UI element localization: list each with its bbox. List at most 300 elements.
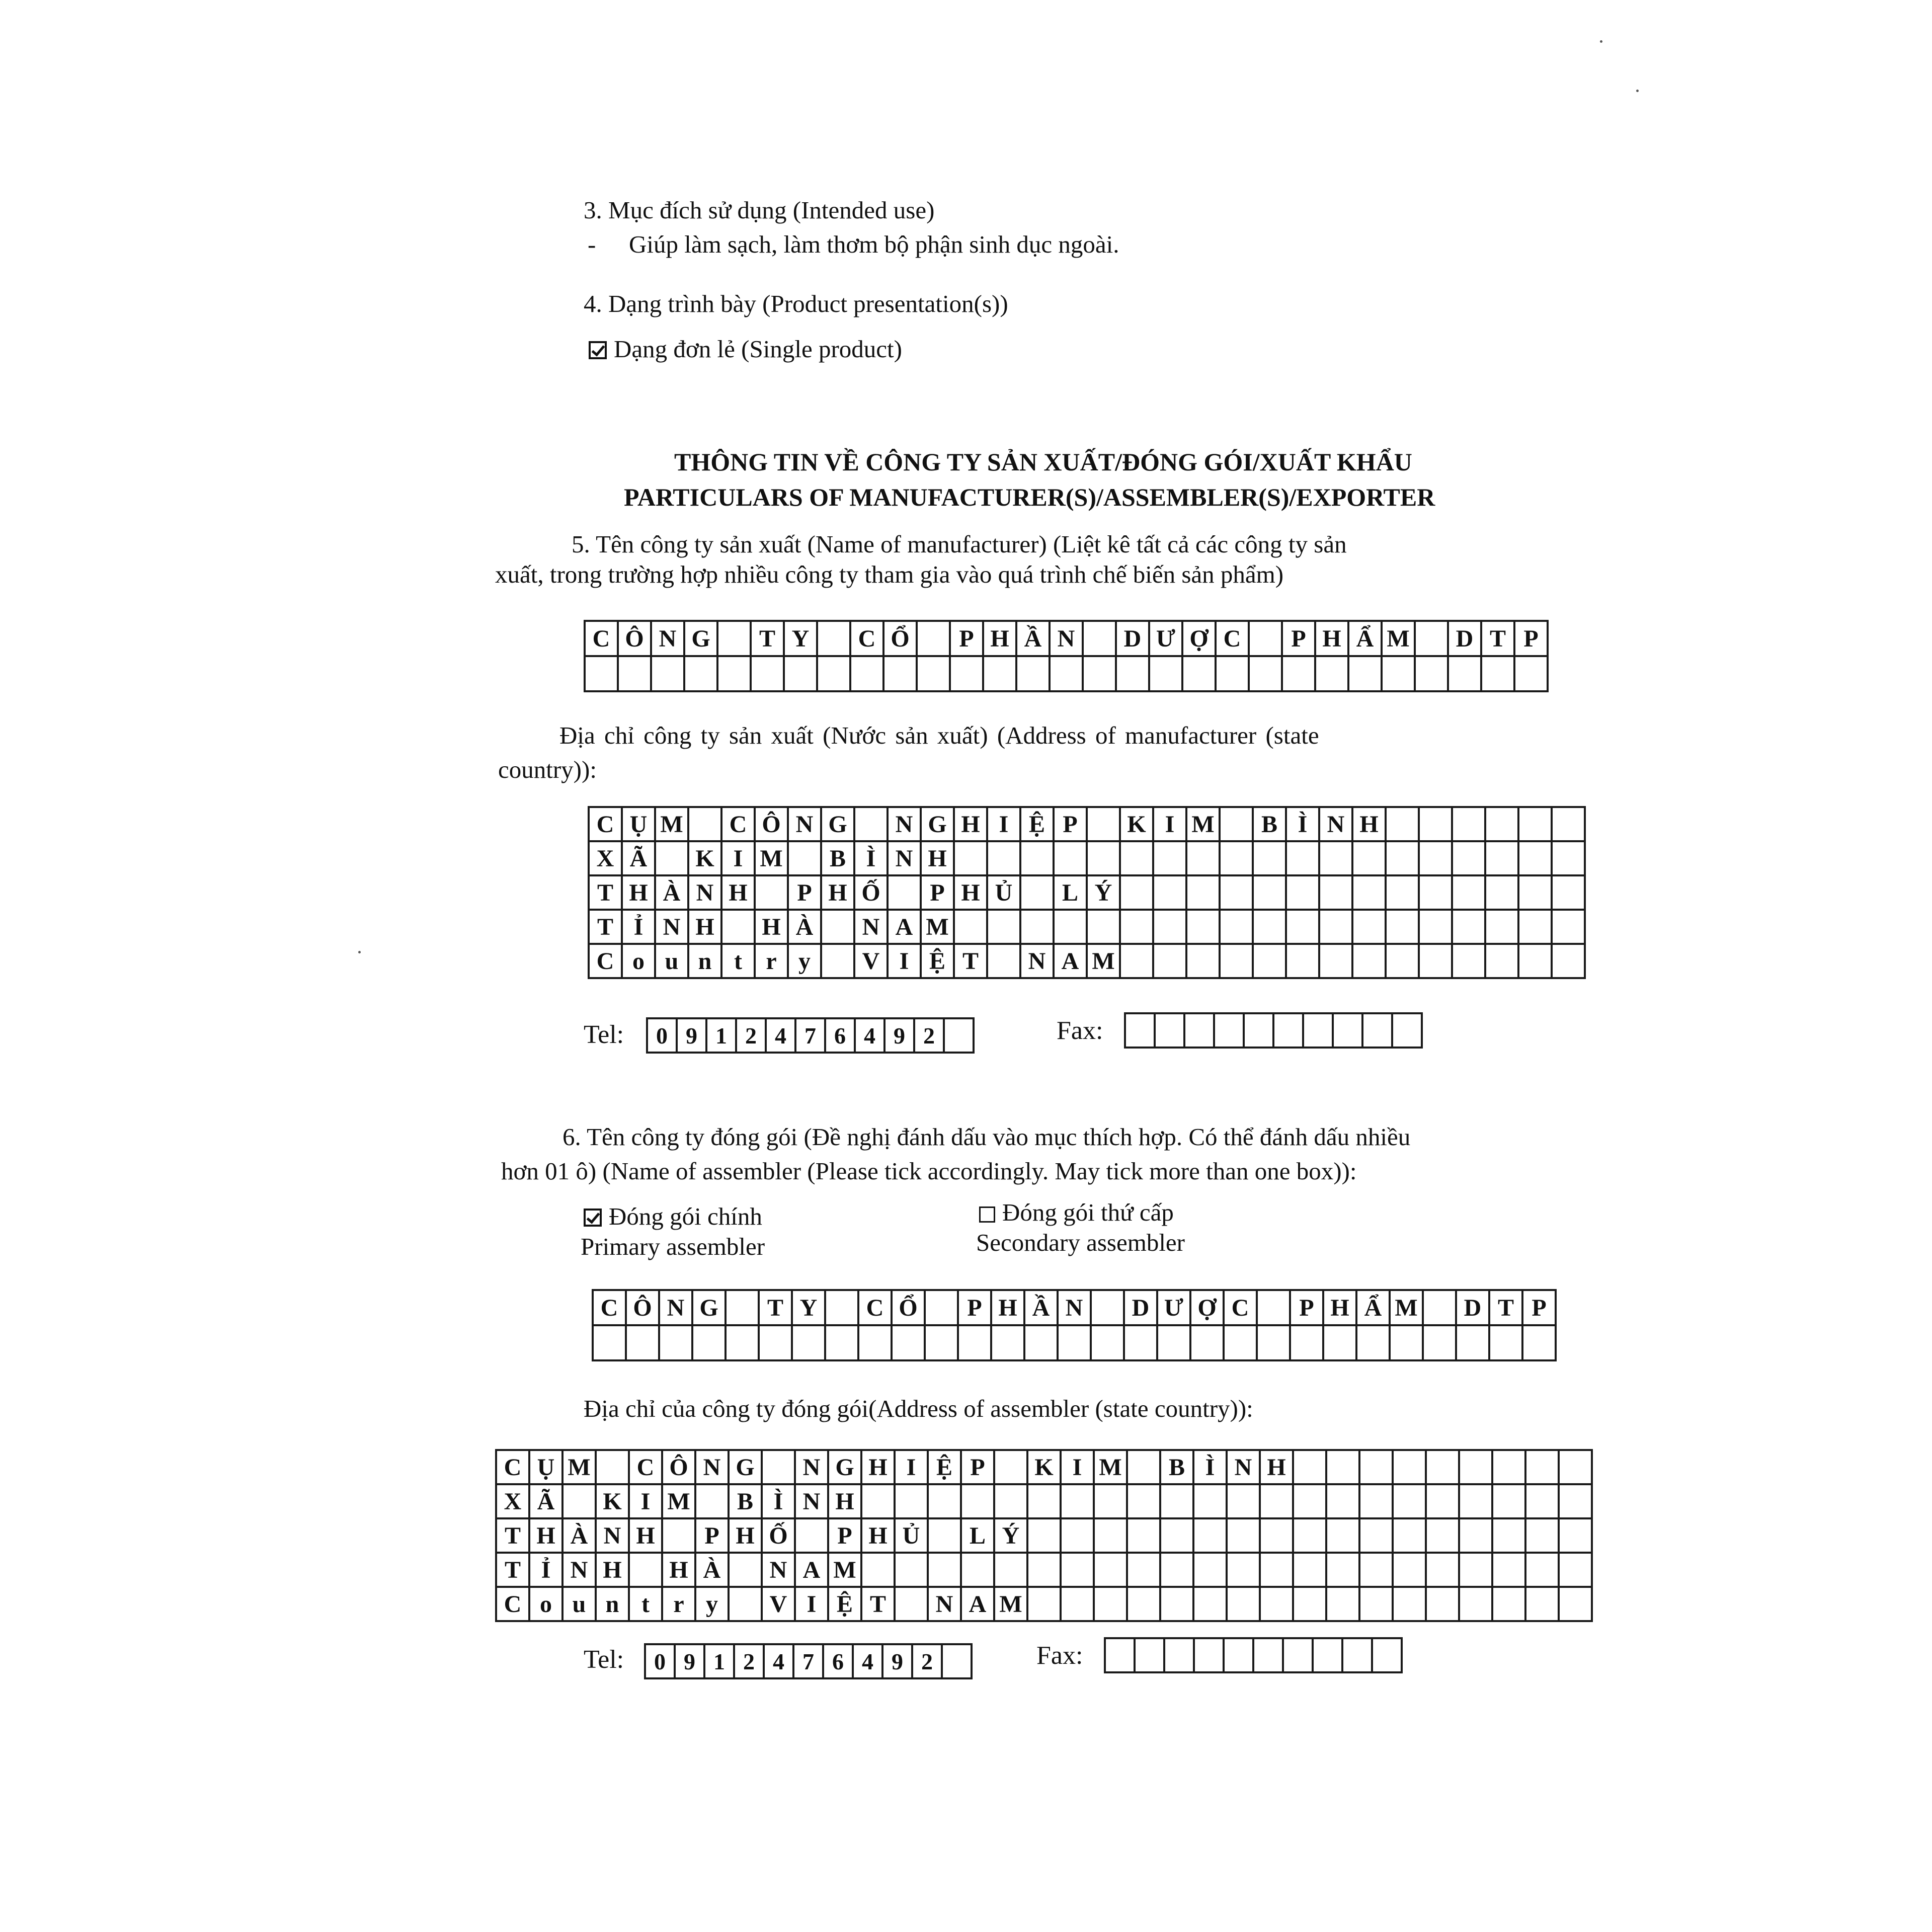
grid-cell (1415, 621, 1448, 656)
digit-cell: 2 (736, 1018, 766, 1053)
grid-row (589, 807, 1585, 841)
secondary-assembler-label-en: Secondary assembler (976, 1229, 1185, 1256)
secondary-assembler-option[interactable] (979, 1197, 1174, 1228)
grid-cell (1518, 910, 1552, 944)
grid-cell: N (651, 621, 684, 656)
grid-cell: À (695, 1553, 729, 1587)
grid-cell: À (562, 1518, 596, 1553)
secondary-assembler-checkbox[interactable] (979, 1206, 995, 1223)
assembler-tel-label: Tel: (584, 1645, 624, 1674)
grid-cell (1227, 1484, 1260, 1518)
assembler-fax-grid (1104, 1637, 1403, 1673)
grid-cell (1393, 1587, 1426, 1621)
grid-cell (1323, 1325, 1356, 1360)
grid-cell (1525, 1553, 1559, 1587)
grid-cell (1492, 1587, 1525, 1621)
digit-cell (1105, 1638, 1135, 1672)
grid-cell: Ệ (928, 1450, 961, 1484)
grid-cell (1253, 875, 1286, 910)
grid-cell (1359, 1518, 1393, 1553)
digit-cell: 0 (645, 1644, 675, 1678)
grid-cell (895, 1587, 928, 1621)
grid-cell (1160, 1553, 1193, 1587)
digit-cell (1244, 1013, 1273, 1048)
grid-cell (1419, 944, 1452, 978)
grid-cell: Ổ (883, 621, 917, 656)
grid-cell: P (950, 621, 983, 656)
assembler-fax-label: Fax: (1036, 1641, 1083, 1670)
grid-cell: u (562, 1587, 596, 1621)
assembler-name-grid (592, 1289, 1557, 1361)
grid-cell (1193, 1484, 1227, 1518)
grid-row (496, 1484, 1592, 1518)
grid-cell: n (688, 944, 721, 978)
grid-cell (987, 910, 1020, 944)
grid-cell (1127, 1553, 1160, 1587)
grid-cell (1359, 1484, 1393, 1518)
grid-cell: Ã (622, 841, 655, 875)
digit-cell (1164, 1638, 1194, 1672)
grid-cell (755, 875, 788, 910)
grid-cell (1061, 1587, 1094, 1621)
grid-cell (1020, 910, 1054, 944)
grid-cell: C (496, 1450, 529, 1484)
grid-cell (1419, 807, 1452, 841)
digit-cell (1155, 1013, 1184, 1048)
grid-cell: X (496, 1484, 529, 1518)
grid-cell (1485, 807, 1518, 841)
grid-cell: I (888, 944, 921, 978)
grid-row (593, 1290, 1556, 1325)
grid-cell (994, 1484, 1027, 1518)
grid-cell (1559, 1484, 1592, 1518)
grid-cell (1120, 841, 1153, 875)
grid-cell (1489, 1325, 1522, 1360)
grid-cell (1286, 841, 1319, 875)
grid-cell (1386, 807, 1419, 841)
grid-cell: N (1058, 1290, 1091, 1325)
grid-cell: N (888, 841, 921, 875)
grid-cell: I (1061, 1450, 1094, 1484)
section6-title-line2: hơn 01 ô) (Name of assembler (Please tick accordingly. May tick more than one box)): (501, 1157, 1357, 1185)
grid-cell: T (1481, 621, 1514, 656)
grid-cell (1020, 841, 1054, 875)
grid-cell: C (1216, 621, 1249, 656)
grid-cell: H (755, 910, 788, 944)
grid-cell: I (795, 1587, 828, 1621)
grid-cell: C (850, 621, 883, 656)
grid-row (1125, 1013, 1422, 1048)
grid-cell (1220, 910, 1253, 944)
section6-title-line1: 6. Tên công ty đóng gói (Đề nghị đánh dấu vào mục thích hợp. Có thể đánh dấu nhiều (562, 1123, 1411, 1151)
grid-cell: D (1124, 1290, 1157, 1325)
grid-cell: N (762, 1553, 795, 1587)
digit-cell: 0 (647, 1018, 677, 1053)
grid-cell (994, 1553, 1027, 1587)
grid-cell (895, 1553, 928, 1587)
grid-cell (817, 621, 850, 656)
grid-cell (1257, 1290, 1290, 1325)
grid-cell (1390, 1325, 1423, 1360)
grid-cell (917, 656, 950, 691)
grid-cell (593, 1325, 626, 1360)
grid-cell (1382, 656, 1415, 691)
grid-cell: P (1514, 621, 1548, 656)
digit-cell (1313, 1638, 1342, 1672)
grid-cell (1127, 1450, 1160, 1484)
grid-cell (1160, 1484, 1193, 1518)
grid-cell (1426, 1518, 1459, 1553)
grid-cell (858, 1325, 892, 1360)
grid-cell (883, 656, 917, 691)
grid-cell: I (629, 1484, 662, 1518)
manufacturer-fax-label: Fax: (1057, 1016, 1103, 1045)
grid-cell (825, 1325, 858, 1360)
grid-cell: Ý (1087, 875, 1120, 910)
grid-cell (1352, 944, 1386, 978)
scan-speck (1600, 40, 1602, 43)
grid-cell (1393, 1518, 1426, 1553)
grid-cell: B (1160, 1450, 1193, 1484)
grid-cell: C (589, 944, 622, 978)
grid-cell: C (858, 1290, 892, 1325)
grid-cell (662, 1518, 695, 1553)
grid-cell: A (961, 1587, 994, 1621)
digit-cell: 1 (706, 1018, 736, 1053)
grid-cell: C (593, 1290, 626, 1325)
grid-cell (850, 656, 883, 691)
grid-cell (1452, 841, 1485, 875)
grid-cell (1485, 841, 1518, 875)
grid-cell (1027, 1518, 1061, 1553)
grid-cell (1190, 1325, 1224, 1360)
grid-cell (726, 1290, 759, 1325)
grid-cell: T (861, 1587, 895, 1621)
grid-cell: H (596, 1553, 629, 1587)
grid-cell (1120, 875, 1153, 910)
grid-cell: I (1153, 807, 1186, 841)
grid-cell (1116, 656, 1149, 691)
grid-cell (1282, 656, 1315, 691)
grid-cell: Ủ (895, 1518, 928, 1553)
grid-cell (1290, 1325, 1323, 1360)
grid-cell (954, 841, 987, 875)
digit-cell: 9 (675, 1644, 704, 1678)
grid-cell: Ẩ (1348, 621, 1382, 656)
grid-cell: B (729, 1484, 762, 1518)
grid-cell: P (921, 875, 954, 910)
grid-cell: Ô (755, 807, 788, 841)
grid-cell (1386, 944, 1419, 978)
grid-cell: t (629, 1587, 662, 1621)
grid-cell (1153, 875, 1186, 910)
grid-cell: P (958, 1290, 991, 1325)
grid-cell (1058, 1325, 1091, 1360)
grid-cell (1293, 1484, 1326, 1518)
grid-cell (928, 1518, 961, 1553)
manufacturer-name-grid (584, 620, 1549, 692)
grid-cell: M (828, 1553, 861, 1587)
grid-cell (1522, 1325, 1556, 1360)
grid-cell: o (529, 1587, 562, 1621)
grid-cell (817, 656, 850, 691)
grid-cell (721, 910, 755, 944)
digit-cell: 4 (764, 1644, 793, 1678)
grid-cell (1319, 841, 1352, 875)
grid-cell: G (821, 807, 854, 841)
primary-assembler-option[interactable] (584, 1201, 762, 1232)
grid-cell (784, 656, 817, 691)
grid-cell (1260, 1587, 1293, 1621)
grid-cell (888, 875, 921, 910)
grid-cell: T (589, 910, 622, 944)
grid-cell: À (655, 875, 688, 910)
grid-cell: N (795, 1450, 828, 1484)
digit-cell: 2 (914, 1018, 944, 1053)
assembler-tel-grid (644, 1643, 973, 1679)
grid-cell: C (589, 807, 622, 841)
grid-cell (1091, 1290, 1124, 1325)
grid-cell (1016, 656, 1050, 691)
grid-cell (1415, 656, 1448, 691)
digit-cell (1333, 1013, 1362, 1048)
primary-assembler-checkbox[interactable] (584, 1209, 602, 1227)
grid-cell: G (692, 1290, 726, 1325)
digit-cell (1125, 1013, 1155, 1048)
grid-cell (585, 656, 618, 691)
grid-cell (1286, 875, 1319, 910)
grid-cell (717, 656, 751, 691)
grid-cell: H (688, 910, 721, 944)
grid-cell: Ì (854, 841, 888, 875)
grid-cell (717, 621, 751, 656)
grid-cell (618, 656, 651, 691)
grid-cell (1419, 875, 1452, 910)
grid-cell: K (1120, 807, 1153, 841)
grid-cell (1459, 1484, 1492, 1518)
grid-cell: C (721, 807, 755, 841)
grid-cell (1186, 841, 1220, 875)
grid-cell: u (655, 944, 688, 978)
grid-row (496, 1553, 1592, 1587)
section3-title: 3. Mục đích sử dụng (Intended use) (584, 196, 935, 224)
grid-cell: M (994, 1587, 1027, 1621)
grid-cell (596, 1450, 629, 1484)
grid-cell: V (762, 1587, 795, 1621)
grid-cell: D (1116, 621, 1149, 656)
grid-cell: Ư (1149, 621, 1182, 656)
grid-cell (1094, 1518, 1127, 1553)
grid-cell (1127, 1518, 1160, 1553)
grid-cell: Y (792, 1290, 825, 1325)
grid-cell: H (529, 1518, 562, 1553)
grid-cell (895, 1484, 928, 1518)
grid-cell: N (854, 910, 888, 944)
grid-cell: M (562, 1450, 596, 1484)
grid-cell: G (684, 621, 717, 656)
scan-speck (358, 951, 361, 953)
grid-cell: H (629, 1518, 662, 1553)
grid-row (496, 1518, 1592, 1553)
grid-cell: N (928, 1587, 961, 1621)
grid-cell (726, 1325, 759, 1360)
grid-cell (1525, 1484, 1559, 1518)
grid-cell (729, 1553, 762, 1587)
digit-cell: 4 (855, 1018, 884, 1053)
grid-cell: P (828, 1518, 861, 1553)
digit-cell: 2 (734, 1644, 764, 1678)
grid-row (589, 910, 1585, 944)
grid-cell (1459, 1587, 1492, 1621)
grid-cell (1348, 656, 1382, 691)
grid-cell (1153, 944, 1186, 978)
grid-cell (1319, 910, 1352, 944)
secondary-assembler-label: Đóng gói thứ cấp (1002, 1198, 1174, 1226)
grid-cell (795, 1518, 828, 1553)
grid-cell: Ý (994, 1518, 1027, 1553)
grid-cell (1552, 875, 1585, 910)
grid-cell: P (1522, 1290, 1556, 1325)
grid-cell: N (562, 1553, 596, 1587)
grid-cell (1120, 944, 1153, 978)
manufacturer-address-label-line1: Địa chỉ công ty sản xuất (Nước sản xuất) (Address of manufacturer (state (559, 721, 1319, 749)
grid-cell: N (659, 1290, 692, 1325)
grid-cell (854, 807, 888, 841)
grid-cell: Ì (762, 1484, 795, 1518)
grid-cell (1216, 656, 1249, 691)
grid-cell: T (496, 1518, 529, 1553)
grid-row (647, 1018, 974, 1053)
grid-cell (1094, 1484, 1127, 1518)
grid-cell (1153, 841, 1186, 875)
section3-bullet: Giúp làm sạch, làm thơm bộ phận sinh dục ngoài. (629, 230, 1119, 258)
grid-cell (1319, 875, 1352, 910)
grid-cell: K (688, 841, 721, 875)
grid-cell: Ệ (921, 944, 954, 978)
grid-cell: Ầ (1024, 1290, 1058, 1325)
grid-cell: y (788, 944, 821, 978)
grid-cell: M (1186, 807, 1220, 841)
grid-cell (928, 1484, 961, 1518)
single-product-option[interactable] (589, 334, 902, 364)
grid-cell (762, 1450, 795, 1484)
grid-cell (1386, 910, 1419, 944)
grid-cell (1186, 875, 1220, 910)
grid-cell (983, 656, 1016, 691)
grid-cell (1260, 1484, 1293, 1518)
grid-cell: C (629, 1450, 662, 1484)
section5-title-line1: 5. Tên công ty sản xuất (Name of manufacturer) (Liệt kê tất cả các công ty sản (572, 530, 1347, 558)
grid-cell: C (585, 621, 618, 656)
grid-cell (688, 807, 721, 841)
grid-cell: Ã (529, 1484, 562, 1518)
grid-cell: Ẩ (1356, 1290, 1390, 1325)
grid-cell: Ầ (1016, 621, 1050, 656)
grid-row (593, 1325, 1556, 1360)
grid-cell (958, 1325, 991, 1360)
grid-cell (1326, 1553, 1359, 1587)
grid-cell (1518, 875, 1552, 910)
grid-cell (1127, 1587, 1160, 1621)
grid-cell (961, 1484, 994, 1518)
grid-cell (729, 1587, 762, 1621)
grid-cell: H (954, 807, 987, 841)
grid-cell: M (662, 1484, 695, 1518)
grid-cell (821, 944, 854, 978)
grid-cell (1525, 1518, 1559, 1553)
grid-cell (1452, 875, 1485, 910)
digit-cell (1303, 1013, 1333, 1048)
digit-cell (944, 1018, 974, 1053)
grid-cell (1157, 1325, 1190, 1360)
digit-cell: 6 (823, 1644, 853, 1678)
grid-cell: X (589, 841, 622, 875)
grid-cell (1481, 656, 1514, 691)
grid-cell: H (622, 875, 655, 910)
grid-cell (1091, 1325, 1124, 1360)
grid-cell (1127, 1484, 1160, 1518)
grid-row (1105, 1638, 1402, 1672)
grid-cell (792, 1325, 825, 1360)
grid-cell (994, 1450, 1027, 1484)
grid-cell (1492, 1450, 1525, 1484)
grid-cell (1186, 910, 1220, 944)
grid-cell (1423, 1290, 1456, 1325)
grid-cell (655, 841, 688, 875)
grid-cell: N (655, 910, 688, 944)
grid-cell (1094, 1553, 1127, 1587)
grid-cell (1315, 656, 1348, 691)
grid-cell: Ô (662, 1450, 695, 1484)
grid-cell (1492, 1484, 1525, 1518)
grid-cell: T (496, 1553, 529, 1587)
grid-row (585, 656, 1548, 691)
grid-cell (1253, 910, 1286, 944)
grid-cell (1257, 1325, 1290, 1360)
grid-cell (1087, 841, 1120, 875)
grid-cell (1120, 910, 1153, 944)
grid-cell: Ụ (622, 807, 655, 841)
grid-cell: H (861, 1518, 895, 1553)
grid-row (589, 875, 1585, 910)
grid-cell (1426, 1450, 1459, 1484)
grid-cell (1459, 1518, 1492, 1553)
grid-cell: Ỉ (529, 1553, 562, 1587)
grid-cell: Ô (618, 621, 651, 656)
grid-cell: P (788, 875, 821, 910)
grid-cell (1393, 1484, 1426, 1518)
grid-cell (1452, 807, 1485, 841)
grid-cell (1087, 807, 1120, 841)
grid-cell: H (662, 1553, 695, 1587)
grid-cell (1050, 656, 1083, 691)
grid-cell: r (662, 1587, 695, 1621)
grid-cell: M (655, 807, 688, 841)
single-product-checkbox[interactable] (589, 341, 607, 359)
grid-cell (1220, 807, 1253, 841)
grid-cell: T (751, 621, 784, 656)
grid-cell: M (921, 910, 954, 944)
section3-bullet-dash: - (588, 230, 596, 258)
grid-cell: o (622, 944, 655, 978)
grid-cell (1319, 944, 1352, 978)
grid-cell: Ệ (1020, 807, 1054, 841)
grid-cell (1356, 1325, 1390, 1360)
grid-cell (1061, 1518, 1094, 1553)
grid-cell (892, 1325, 925, 1360)
grid-cell (1286, 910, 1319, 944)
grid-cell: K (596, 1484, 629, 1518)
